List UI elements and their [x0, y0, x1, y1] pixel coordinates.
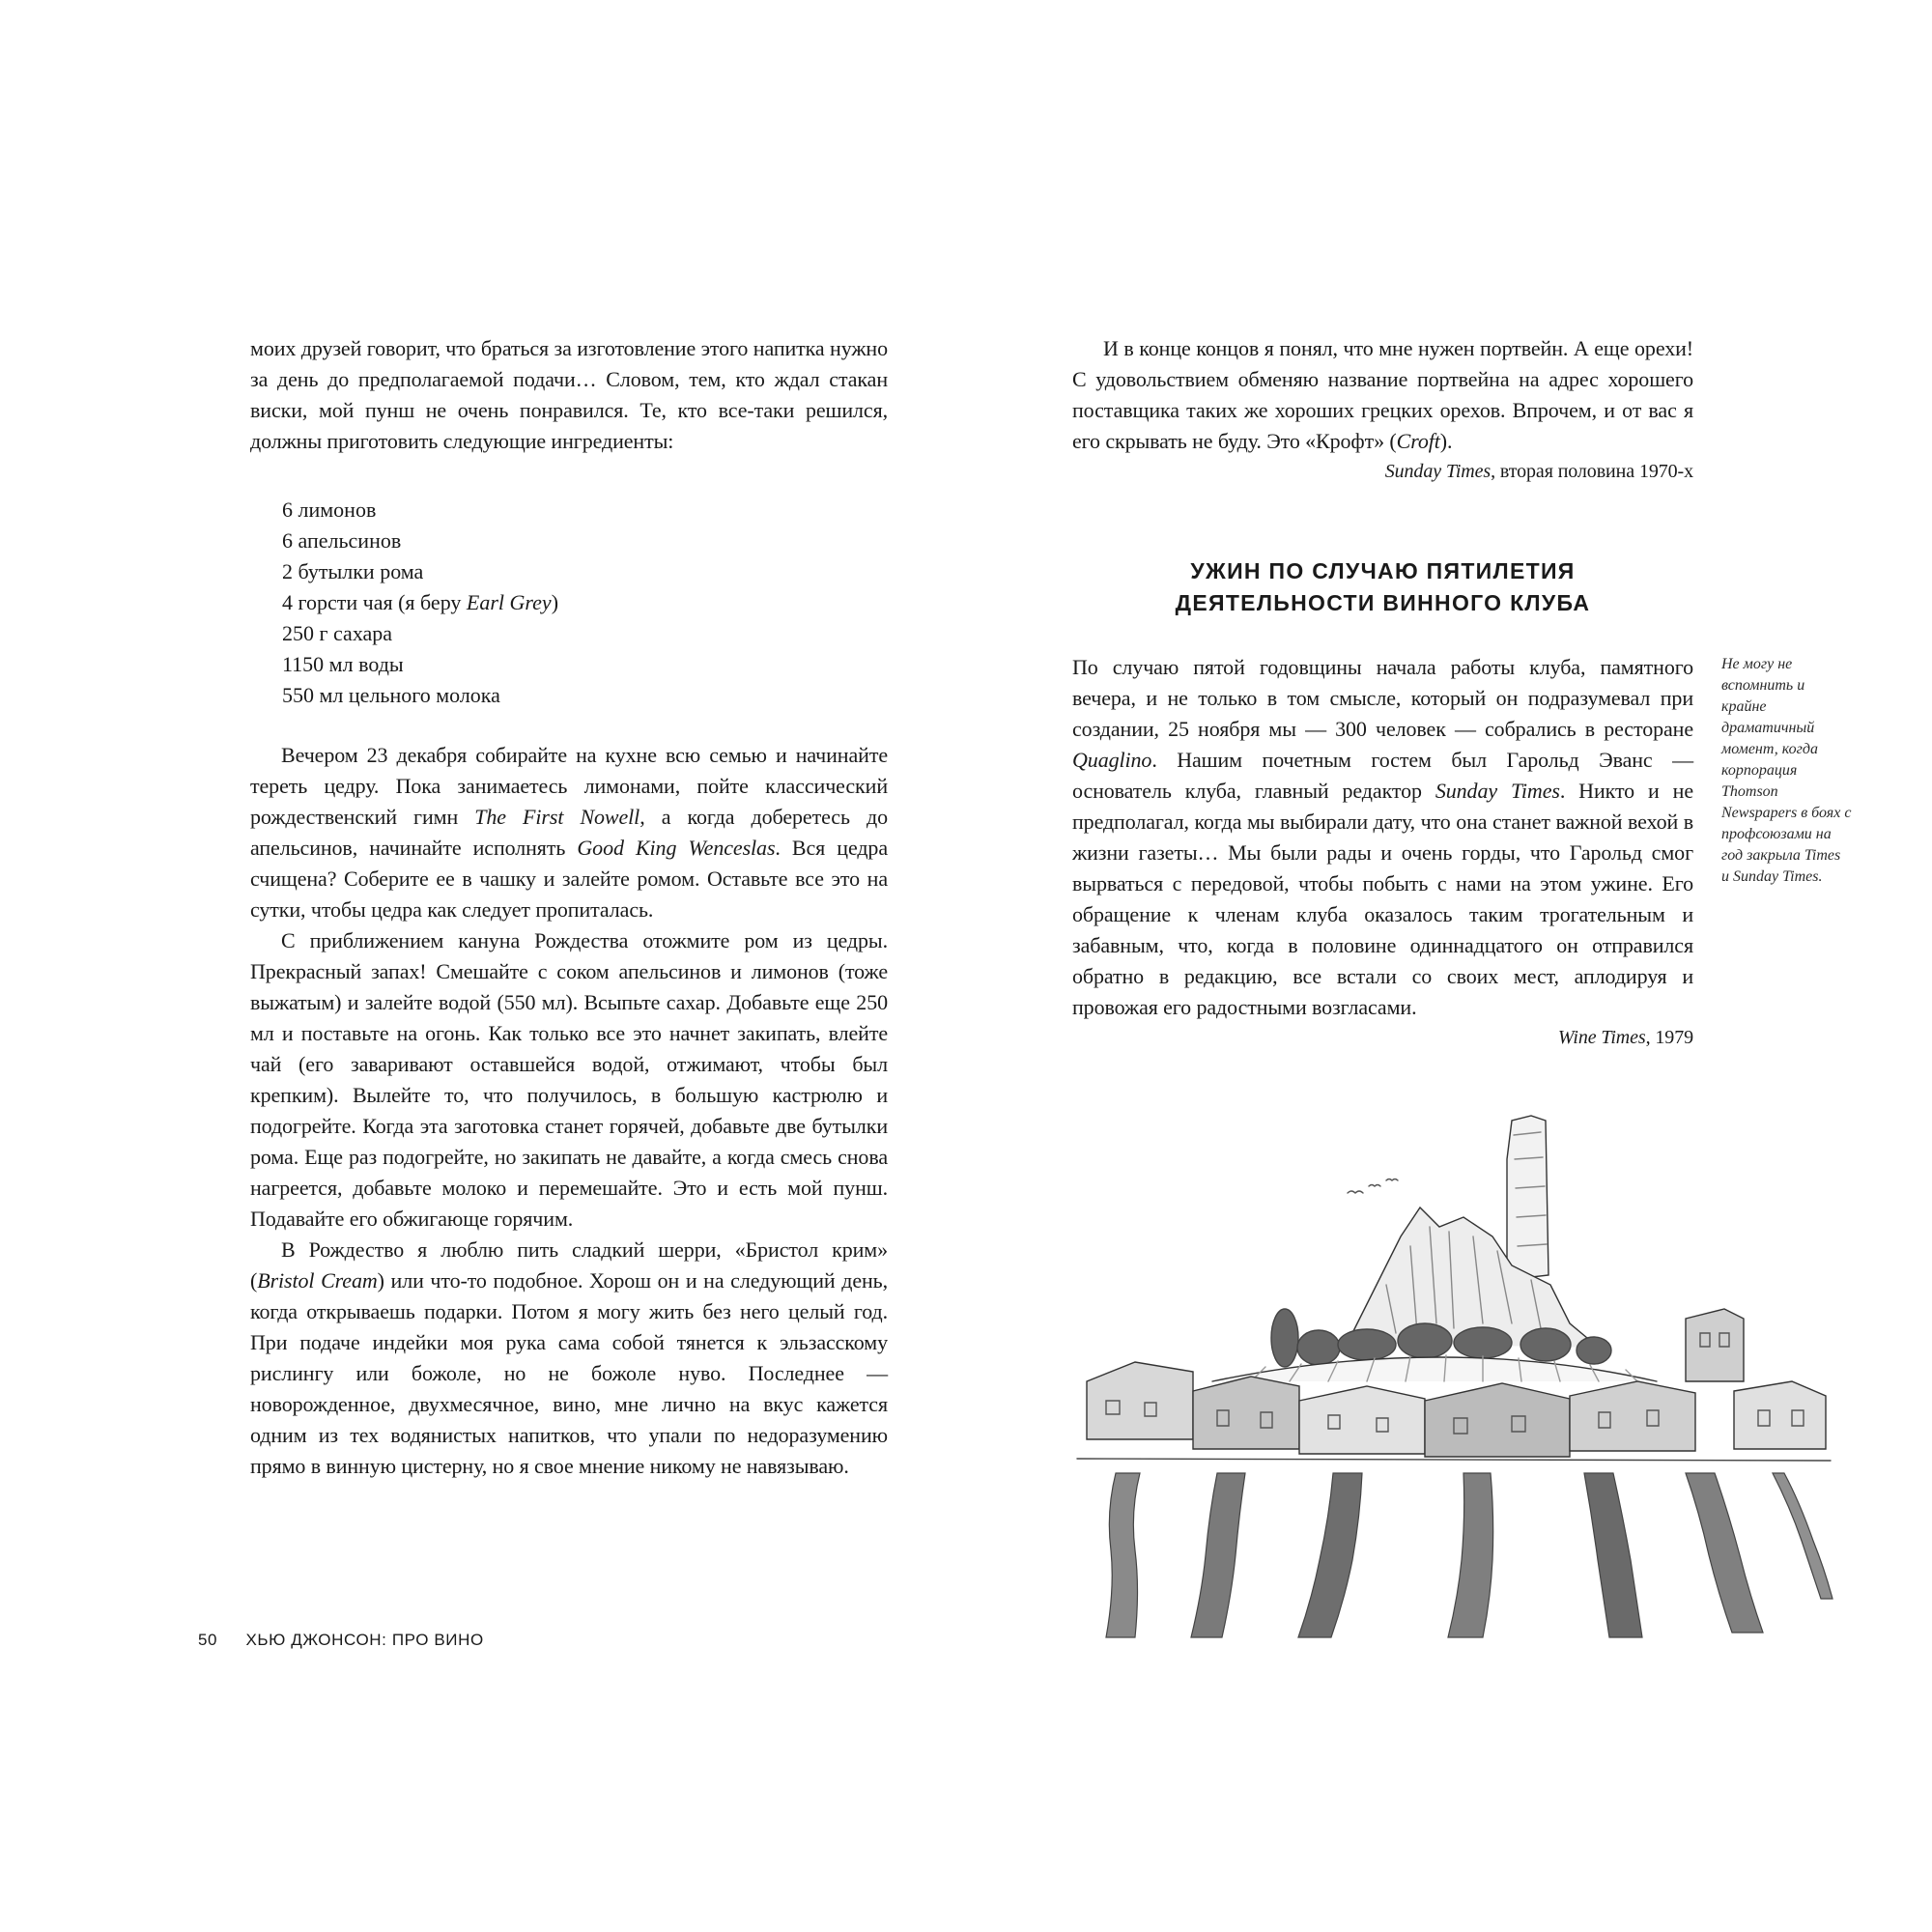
tower: [1507, 1116, 1548, 1280]
text-run: , а когда доберетесь до апельсинов, начинайте исполнять: [250, 805, 889, 860]
list-item: 550 мл цельного молока: [282, 683, 500, 707]
text-run: По случаю пятой годовщины начала работы клуба, памятного вечера, и не только в том смысле, который он подразумевал при создании, 25 ноября мы — 300 человек — собрались в ресторане: [1072, 655, 1693, 741]
source-name: Wine Times: [1557, 1027, 1646, 1048]
bell-tower: [1686, 1309, 1744, 1381]
text-run: И в конце концов я понял, что мне нужен портвейн. А еще орехи! С удовольствием обменяю название портвейна на адрес хорошего поставщика таких же хороших грецких орехов. Впрочем, и от вас я его скрывать не буду. Это «Крофт» (: [1072, 336, 1693, 453]
left-text-top: [250, 333, 888, 457]
text-run: ): [551, 590, 559, 614]
paragraph: [250, 740, 888, 925]
list-item: [282, 587, 668, 618]
list-item: 6 апельсинов: [282, 528, 402, 553]
text-run-italic: Sunday Times: [1435, 779, 1560, 803]
list-item: 1150 мл воды: [282, 652, 404, 676]
text-run: В Рождество я люблю пить сладкий шерри, «Бристол крим» (: [250, 1237, 888, 1293]
section-heading: [1072, 555, 1693, 619]
heading-line: УЖИН ПО СЛУЧАЮ ПЯТИЛЕТИЯ: [1190, 558, 1576, 583]
paragraph: [250, 1235, 888, 1482]
text-run: ) или что-то подобное. Хорош он и на следующий день, когда открываешь подарки. Потом я могу жить без него целый год. При подаче индейки моя рука сама собой тянется к эльзасскому рислингу или божоле, но не божоле нуво. Последнее — новорожденное, двухмесячное, вино, мне лично на вкус кажется одним из тех водянистых напитков, что упали по недоразумению прямо в винную цистерну, но я свое мнение никому не навязываю.: [250, 1268, 889, 1478]
paragraph: С приближением кануна Рождества отожмите ром из цедры. Прекрасный запах! Смешайте с соком апельсинов и лимонов (тоже выжатым) и залейте водой (550 мл). Всыпьте сахар. Добавьте еще 250 мл и поставьте на огонь. Как только все это начнет закипать, влейте чай (его заваривают оставшейся водой, отжимают, чтобы был крепким). Вылейте то, что получилось, в большую кастрюлю и подогрейте. Когда эта заготовка станет горячей, добавьте две бутылки рома. Еще раз подогрейте, но закипать не давайте, а когда смесь снова нагреется, добавьте молоко и перемешайте. Это и есть мой пунш. Подавайте его обжигающе горячим.: [250, 928, 888, 1231]
running-title: ХЬЮ ДЖОНСОН: ПРО ВИНО: [245, 1631, 484, 1649]
heading-line: ДЕЯТЕЛЬНОСТИ ВИННОГО КЛУБА: [1175, 590, 1591, 615]
list-item: 6 лимонов: [282, 497, 377, 522]
right-page: [966, 0, 1932, 1932]
text-run: ).: [1439, 429, 1453, 453]
list-item: 250 г сахара: [282, 621, 393, 645]
rock-mountain: [1348, 1208, 1599, 1348]
source-date: , 1979: [1645, 1027, 1693, 1048]
text-run: Вечером 23 декабря собирайте на кухне всю семью и начинайте тереть цедру. Пока занимаетесь лимонами, пойте классический рождественский гимн: [250, 743, 888, 829]
ingredient-list: [282, 495, 668, 711]
paragraph: [1072, 333, 1693, 457]
vine-rows: [1106, 1473, 1833, 1637]
attribution: [1072, 1023, 1693, 1052]
text-run: . Никто и не предполагал, когда мы выбирали дату, что она станет важной вехой в жизни газеты… Мы были рады и очень горды, что Гарольд смог вырваться с передовой, чтобы побыть с нами на этом ужине. Его обращение к членам клуба оказалось таким трогательным и забавным, что, когда в половине одиннадцатого он отправился обратно в редакцию, все встали со своих мест, аплодируя и провожая его радостными возгласами.: [1072, 779, 1693, 1019]
list-item: 2 бутылки рома: [282, 559, 424, 583]
text-run-italic: Earl Grey: [466, 590, 552, 614]
right-text-top: [1072, 333, 1693, 486]
text-run-italic: Croft: [1396, 429, 1440, 453]
page-footer: [198, 1631, 484, 1650]
source-date: , вторая половина 1970-х: [1491, 461, 1693, 482]
attribution: [1072, 457, 1693, 486]
page-number: 50: [198, 1631, 218, 1649]
text-run: . Нашим почетным гостем был Гарольд Эванс — основатель клуба, главный редактор: [1072, 748, 1693, 803]
paragraph: моих друзей говорит, что браться за изготовление этого напитка нужно за день до предполагаемой подачи… Словом, тем, кто ждал стакан виски, мой пунш не очень понравился. Те, кто все-таки решился, должны приготовить следующие ингредиенты:: [250, 336, 888, 453]
source-name: Sunday Times: [1384, 461, 1492, 482]
text-run-italic: Bristol Cream: [257, 1268, 378, 1293]
text-run-italic: The First Nowell: [474, 805, 640, 829]
village-vineyard-illustration: [1058, 1092, 1840, 1690]
right-text-main: [1072, 652, 1693, 1052]
text-run-italic: Quaglino: [1072, 748, 1152, 772]
birds: [1348, 1179, 1398, 1194]
left-text-main: [250, 740, 888, 1482]
text-run: 4 горсти чая (я беру: [282, 590, 467, 614]
paragraph: [1072, 652, 1693, 1023]
margin-note: Не могу не вспомнить и крайне драматичный момент, когда корпорация Thomson Newspapers в боях с профсоюзами на год закрыла Times и Sunday Times.: [1721, 656, 1852, 885]
text-run-italic: Good King Wenceslas: [577, 836, 776, 860]
text-run: . Вся цедра счищена? Соберите ее в чашку и залейте ромом. Оставьте все это на сутки, чтобы цедра как следует пропиталась.: [250, 836, 888, 922]
